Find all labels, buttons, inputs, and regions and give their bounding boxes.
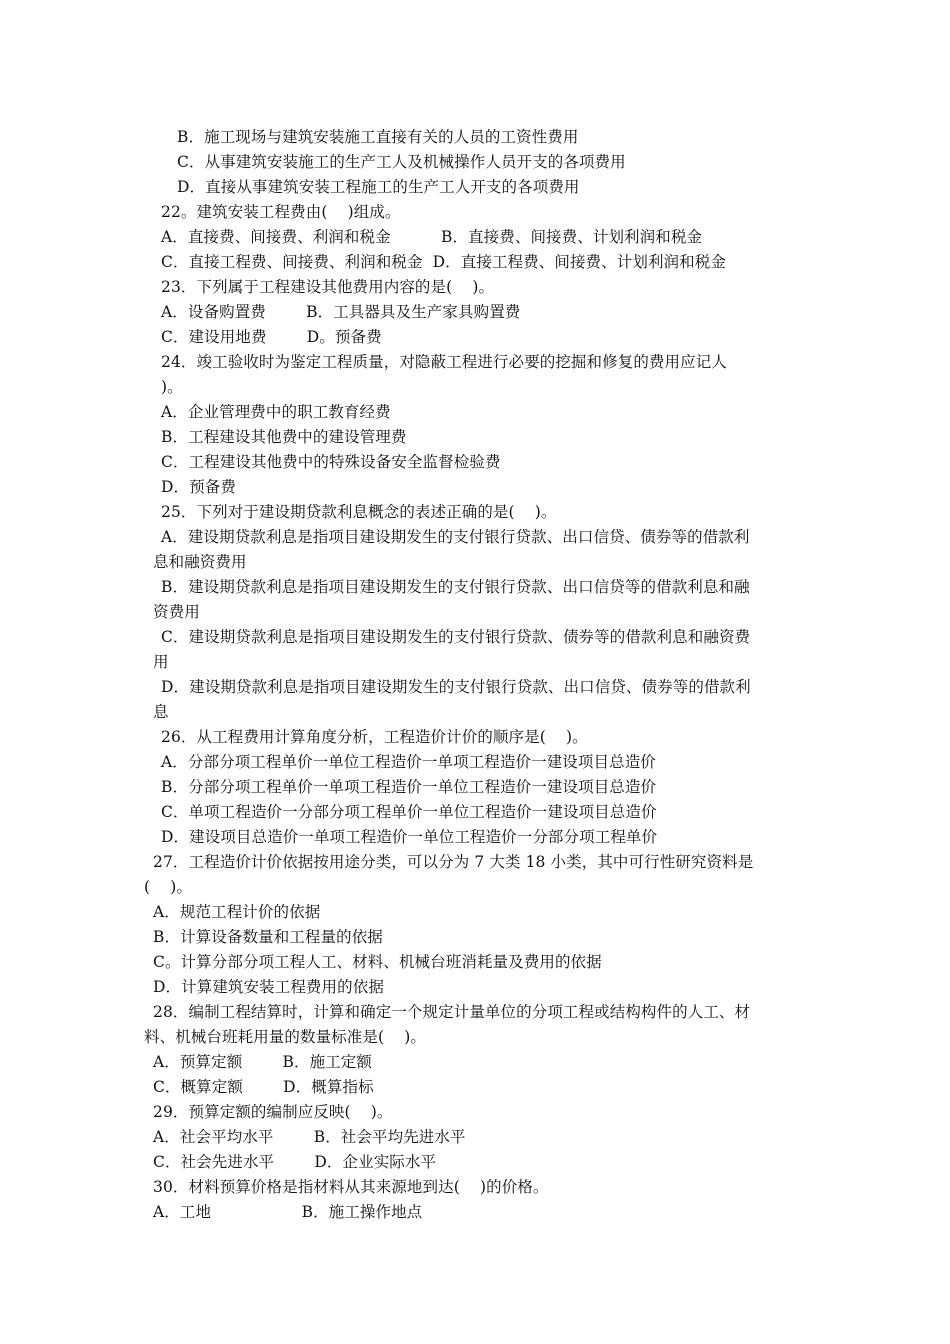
text-line: D．建设项目总造价一单项工程造价一单位工程造价一分部分项工程单价 <box>161 828 658 846</box>
text-line: B．施工现场与建筑安装施工直接有关的人员的工资性费用 <box>177 128 579 146</box>
text-line: A．工地 B．施工操作地点 <box>153 1203 423 1221</box>
text-line: 资费用 <box>153 603 200 621</box>
text-line: B．分部分项工程单价一单项工程造价一单位工程造价一建设项目总造价 <box>161 778 657 796</box>
text-line: 28．编制工程结算时，计算和确定一个规定计量单位的分项工程或结构构件的人工、材 <box>153 1003 751 1021</box>
text-line: 24．竣工验收时为鉴定工程质量，对隐蔽工程进行必要的挖掘和修复的费用应记人 <box>161 353 727 371</box>
text-line: 息和融资费用 <box>153 553 247 571</box>
text-line: C．工程建设其他费中的特殊设备安全监督检验费 <box>161 453 501 471</box>
text-line: C．社会先进水平 D．企业实际水平 <box>153 1153 437 1171</box>
text-line: C．直接工程费、间接费、利润和税金 D．直接工程费、间接费、计划利润和税金 <box>161 253 726 271</box>
text-line: B．计算设备数量和工程量的依据 <box>153 928 383 946</box>
text-line: C．单项工程造价一分部分项工程单价一单位工程造价一建设项目总造价 <box>161 803 657 821</box>
text-line: 26．从工程费用计算角度分析，工程造价计价的顺序是( )。 <box>161 728 588 746</box>
text-line: ( )。 <box>144 878 193 896</box>
text-line: 30．材料预算价格是指材料从其来源地到达( )的价格。 <box>153 1178 549 1196</box>
text-line: B．工程建设其他费中的建设管理费 <box>161 428 407 446</box>
text-line: C。计算分部分项工程人工、材料、机械台班消耗量及费用的依据 <box>153 953 602 971</box>
text-line: A．建设期贷款利息是指项目建设期发生的支付银行贷款、出口信贷、债券等的借款利 <box>161 528 750 546</box>
text-line: D．建设期贷款利息是指项目建设期发生的支付银行贷款、出口信贷、债券等的借款利 <box>161 678 751 696</box>
text-line: A．社会平均水平 B．社会平均先进水平 <box>153 1128 466 1146</box>
text-line: A．分部分项工程单价一单位工程造价一单项工程造价一建设项目总造价 <box>161 753 656 771</box>
text-line: D．计算建筑安装工程费用的依据 <box>153 978 384 996</box>
text-line: 27．工程造价计价依据按用途分类，可以分为 7 大类 18 小类，其中可行性研究资料是 <box>153 853 754 871</box>
text-line: 25．下列对于建设期贷款利息概念的表述正确的是( )。 <box>161 503 557 521</box>
text-line: A．规范工程计价的依据 <box>153 903 321 921</box>
text-line: 料、机械台班耗用量的数量标准是( )。 <box>144 1028 427 1046</box>
text-line: B．建设期贷款利息是指项目建设期发生的支付银行贷款、出口信贷等的借款利息和融 <box>161 578 750 596</box>
text-line: C．建设用地费 D。预备费 <box>161 328 382 346</box>
text-line: A．企业管理费中的职工教育经费 <box>161 403 391 421</box>
text-line: D．预备费 <box>161 478 236 496</box>
text-line: C．从事建筑安装施工的生产工人及机械操作人员开支的各项费用 <box>177 153 626 171</box>
text-line: C．建设期贷款利息是指项目建设期发生的支付银行贷款、债券等的借款利息和融资费 <box>161 628 751 646</box>
text-line: A．预算定额 B．施工定额 <box>153 1053 373 1071</box>
text-line: 22。建筑安装工程费由( )组成。 <box>161 203 401 221</box>
text-line: 23．下列属于工程建设其他费用内容的是( )。 <box>161 278 495 296</box>
text-line: 用 <box>153 653 169 671</box>
text-line: C．概算定额 D．概算指标 <box>153 1078 374 1096</box>
text-line: A．直接费、间接费、利润和税金 B．直接费、间接费、计划利润和税金 <box>161 228 703 246</box>
text-line: 29．预算定额的编制应反映( )。 <box>153 1103 393 1121</box>
text-line: D．直接从事建筑安装工程施工的生产工人开支的各项费用 <box>177 178 580 196</box>
text-line: )。 <box>161 378 183 396</box>
text-line: 息 <box>153 703 169 721</box>
text-line: A．设备购置费 B．工具器具及生产家具购置费 <box>161 303 521 321</box>
